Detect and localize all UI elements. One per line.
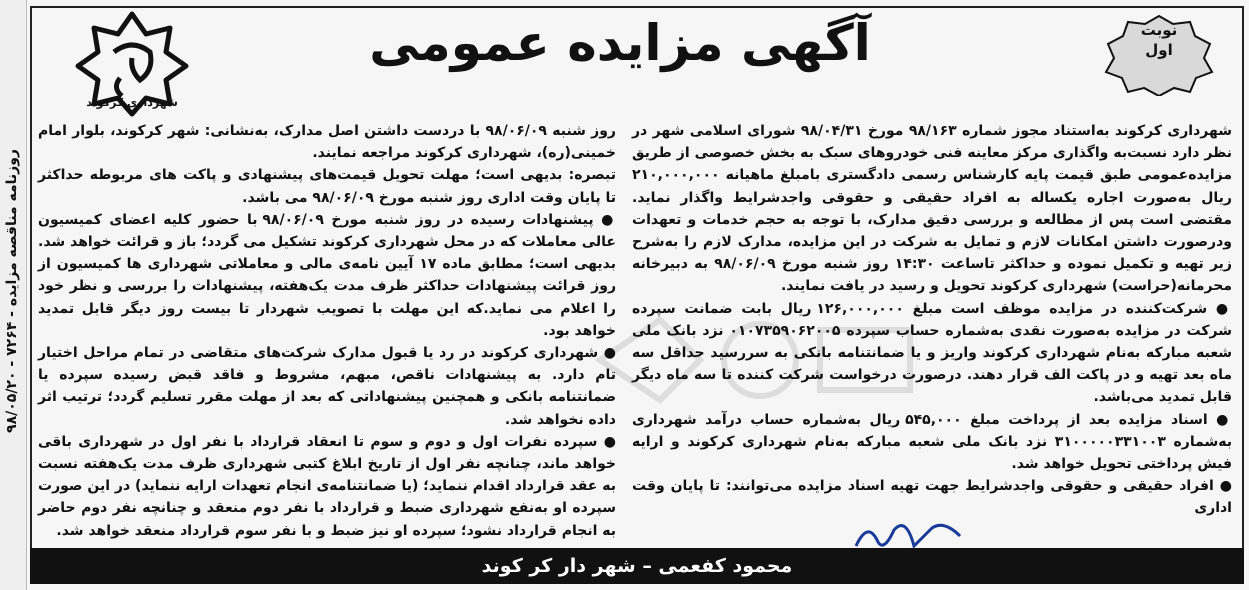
- badge-line-1: نوبت: [1140, 21, 1178, 39]
- opening-paragraph: ● پیشنهادات رسیده در روز شنبه مورخ ۹۸/۰۶/۰۹ با حضور کلیه اعضای کمیسیون عالی معاملات که در محل شهرداری کرکوند تشکیل می گردد؛ باز و قرائت خواهد شد. بدیهی است؛ مطابق ماده ۱۷ آیین نامه‌ی مالی و معاملاتی شهرداری ها کمیسیون از روز قرائت پیشنهادات حداکثر ظرف مدت یک‌هفته، پیشنهادات را بررسی و نظر خود را اعلام می نماید.که این مهلت با تصویب شهردار تا بیست روز دیگر قابل تمدید خواهد بود.: [38, 211, 616, 339]
- rights-paragraph: ● شهرداری کرکوند در رد یا قبول مدارک شرکت‌های متقاضی در تمام مراحل اختیار تام دارد. به پیشنهادات ناقص، مبهم، مشروط و فاقد قبض رسیده سپرده یا ضمانتنامه بانکی و همچنین پیشنهاداتی که بعد از مهلت مقرر تسلیم گردد؛ ترتیب اثر داده نخواهد شد.: [38, 345, 616, 428]
- deposit-paragraph: ● شرکت‌کننده در مزایده موظف است مبلغ ۱۲۶,۰۰۰,۰۰۰ ریال بابت ضمانت سپرده شرکت در مزایده به‌صورت نقدی به‌شماره حساب سپرده ۰۱۰۷۳۵۹۰۶۲۰۰۵ نزد بانک ملی شعبه مبارکه به‌نام شهرداری کرکوند واریز و یا ضمانتنامه بانکی به سررسید حداقل سه ماه بعد تهیه و در پاکت الف قرار دهند. در‌صورت در‌خواست شرکت کننده تا سه ماه دیگر قابل تمدید می‌باشد.: [632, 300, 1233, 406]
- page-title: آگهی مزایده عمومی: [369, 14, 871, 72]
- newspaper-sidebar: [0, 0, 27, 590]
- badge-line-2: اول: [1145, 41, 1173, 59]
- winners-paragraph: ● سپرده نفرات اول و دوم و سوم تا انعقاد قرارداد با نفر اول در شهرداری باقی خواهد ماند، چنانچه نفر اول از تاریخ ابلاغ کتبی شهرداری ظرف مدت یک‌هفته نسبت به عقد قرارداد اقدام ننماید؛ (یا ضمانتنامه‌ی انجام تعهدات ارایه ننماید) در این صورت سپرده او به‌نفع شهرداری ضبط و قرارداد با نفر دوم منعقد و چنانچه نفر دوم حاضر به انجام قرارداد نشود؛ سپرده او نیز ضبط و با نفر سوم قرارداد منعقد خواهد شد.: [38, 433, 616, 539]
- address-paragraph: روز شنبه ۹۸/۰۶/۰۹ با در‌دست داشتن اصل مدارک، به‌نشانی: شهر کرکوند، بلوار امام خمینی(ره)، شهرداری کرکوند مراجعه نمایند.: [38, 123, 616, 162]
- logo-caption: شهرداری کرکوند: [86, 96, 178, 109]
- badge-label: [1098, 20, 1220, 60]
- newspaper-issue-label: روزنامه مناقصه مزایده - ۷۲۶۴ - ۹۸/۰۵/۲۰: [4, 149, 20, 433]
- note-paragraph: تبصره: بدیهی است؛ مهلت تحویل قیمت‌های پیشنهادی و پاکت های مربوطه حداکثر تا پایان وقت اداری روز شنبه مورخ ۹۸/۰۶/۰۹ می باشد.: [38, 167, 616, 206]
- eligibility-paragraph: ● افراد حقیقی و حقوقی واجد‌شرایط جهت تهیه اسناد مزایده می‌توانند: تا پایان وقت اداری: [632, 478, 1232, 517]
- left-text-column: [38, 120, 616, 542]
- documents-fee-paragraph: ● اسناد مزایده بعد از پرداخت مبلغ ۵۴۵,۰۰۰ ریال به‌شماره حساب درآمد شهرداری به‌شماره ۳۱۰۰۰۰۰۳۳۱۰۰۳ نزد بانک ملی شعبه مبارکه به‌نام شهرداری کرکوند و ارایه فیش پرداختی تحویل خواهد شد.: [632, 411, 1232, 473]
- right-text-column: [632, 120, 1232, 520]
- intro-paragraph: شهرداری کرکوند به‌استناد مجوز شماره ۹۸/۱۶۳ مورخ ۹۸/۰۴/۳۱ شورای اسلامی شهر در نظر دارد نسبت‌به واگذاری مرکز معاینه فنی خودروهای سبک به بخش خصوصی از طریق مزایده‌عمومی طبق قیمت پایه کارشناس رسمی دادگستری با‌مبلغ ماهیانه ۲۱۰,۰۰۰,۰۰۰ ریال به‌صورت اجاره یکساله به افراد حقیقی و حقوقی واجد‌شرایط واگذار نماید. مقتضی است پس از مطالعه و بررسی دقیق مدارک، با توجه به حجم خدمات و تعهدات ودر‌صورت داشتن امکانات لازم و تمایل به شرکت در این مزایده، مدارک لازم را به‌شرح زیر تهیه و تکمیل نموده و حداکثر تاساعت ۱۴:۳۰ روز شنبه مورخ ۹۸/۰۶/۰۹ به دبیرخانه محرمانه(حراست) شهرداری کرکوند تحویل و رسید در یافت نمایند.: [632, 123, 1232, 295]
- signature-footer: محمود کفعمی – شهر دار کر کوند: [30, 548, 1244, 584]
